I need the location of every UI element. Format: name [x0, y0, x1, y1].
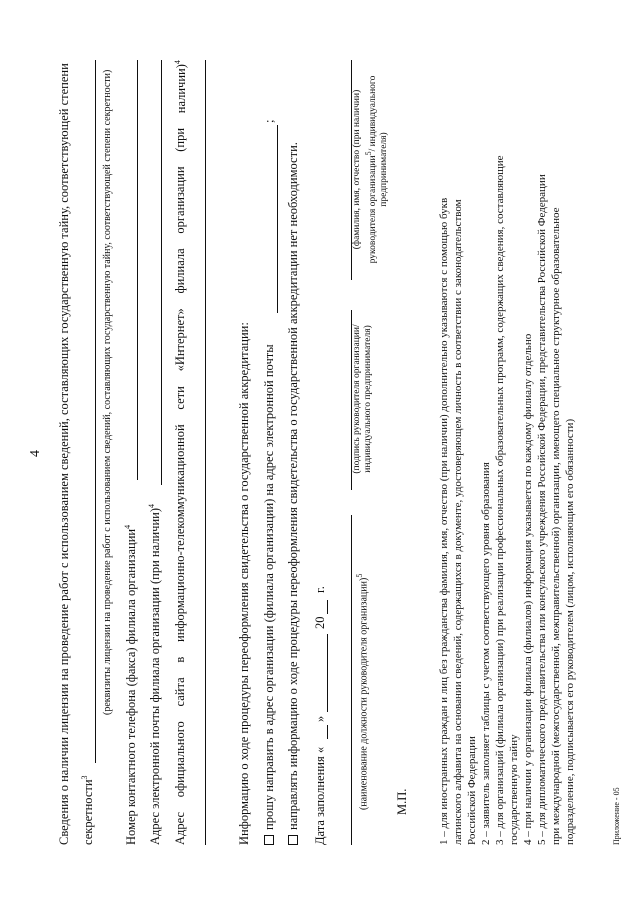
site-word-last [173, 60, 189, 113]
phone-footnote-ref: 4 [123, 524, 132, 529]
date-year-line[interactable] [327, 600, 328, 614]
footnote-5 [535, 155, 577, 845]
site-footnote-ref: 4 [173, 60, 182, 65]
license-line-2 [80, 775, 96, 845]
footnote-line: 4 – при наличии у организации филиала (филиалов) информация указывается по каждому филиалу отдельно [522, 333, 534, 845]
footnote-3 [493, 155, 521, 845]
reissue-option-end: ; [262, 119, 276, 123]
date-year-prefix: 20 [313, 616, 327, 629]
footer-appendix: Приложение - 05 [612, 787, 621, 845]
footnote-line: 2 – заявитель заполняет таблицы с учетом соответствующего уровня образования [480, 462, 492, 845]
site-word: информационно-телекоммуникационной [173, 424, 187, 642]
position-signature-line[interactable] [351, 515, 352, 845]
reissue-email-fill-line[interactable] [277, 125, 278, 313]
website-label [173, 60, 189, 845]
date-year-suffix: г. [313, 586, 327, 593]
license-line-1: Сведения о наличии лицензии на проведение работ с использованием сведений, составляющих государственную тайну, соответствующей степени [57, 63, 71, 845]
site-word: сайта [173, 677, 187, 707]
phone-label-text: Номер контактного телефона (факса) филиала организации [124, 528, 139, 845]
no-info-option-checkbox[interactable] [288, 835, 298, 845]
site-word: в [173, 656, 187, 663]
site-word: филиала [173, 248, 187, 294]
license-footnote-ref: 3 [80, 775, 89, 780]
license-caption: (реквизиты лицензии на проведение работ с использованием сведений, составляющих государственную тайну, соответствующей степени секретности) [102, 69, 113, 715]
footnote-line: подразделение, подписывается его руководителем (лицом, исполняющим его обязанности) [564, 418, 576, 845]
name-footnote-ref: 5 [364, 151, 373, 156]
footnote-line: Российской Федерации [466, 736, 478, 845]
footnote-4 [521, 155, 535, 845]
site-word: Адрес [173, 811, 187, 845]
license-secrecy-word: секретности [81, 779, 96, 845]
phone-fill-line[interactable] [137, 60, 138, 480]
position-caption-text: (наименование должности руководителя организации) [358, 577, 370, 810]
reissue-heading: Информацию о ходе процедуры переоформления свидетельства о государственной аккредитации: [237, 322, 251, 845]
name-caption-end: / индивидуального предпринимателя) [368, 75, 390, 207]
email-option-label: прошу направить в адрес организации (филиала организации) на адрес электронной почты [262, 344, 276, 830]
website-fill-line[interactable] [205, 60, 206, 845]
date-day-line[interactable] [327, 725, 328, 739]
name-caption [352, 62, 390, 277]
footnote-line: 5 – для дипломатического представительства или консульского учреждения Российской Федерации, представительства Российской Федерации [536, 174, 548, 845]
license-fill-line[interactable] [95, 60, 96, 763]
footnote-line: 1 – для иностранных граждан и лиц без гражданства фамилия, имя, отчество (при наличии) дополнительно указываются с помощью букв [438, 197, 450, 845]
stamp-placeholder: М.П. [395, 788, 409, 815]
name-caption-text: (фамилия, имя, отчество (при наличии) руководителя организации [352, 89, 379, 264]
no-info-option-label: направлять информацию о ходе процедуры переоформления свидетельства о государственной аккредитации нет необходимости. [286, 142, 300, 830]
email-label [147, 504, 163, 845]
footnote-1 [437, 155, 479, 845]
date-mid: » [313, 715, 327, 722]
footnotes [437, 155, 577, 845]
footnote-2 [479, 155, 493, 845]
site-word: «Интернет» [173, 308, 187, 372]
site-word: (при [173, 127, 187, 152]
site-word: наличии) [174, 64, 189, 114]
email-label-text: Адрес электронной почты филиала организации (при наличии) [148, 508, 163, 845]
position-caption [355, 574, 369, 810]
phone-label [123, 525, 139, 845]
reissue-option-email [262, 344, 277, 845]
site-word: организации [173, 166, 187, 234]
date-month-line[interactable] [327, 634, 328, 712]
email-fill-line[interactable] [161, 60, 162, 485]
page-number: 4 [28, 450, 43, 457]
position-footnote-ref: 5 [355, 573, 364, 578]
reissue-option-none [286, 142, 301, 845]
footnote-line: 3 – для организаций (филиала организации) при реализации профессиональных образовательных программ, содержащих сведения, составляющие [494, 155, 506, 845]
site-word: официального [173, 721, 187, 798]
date-label: Дата заполнения « [313, 746, 327, 845]
footnote-line: при международной (межгосударственной, межправительственной) организации, имеющего специальное структурное образовательное [550, 207, 562, 845]
email-option-checkbox[interactable] [264, 835, 274, 845]
site-word: сети [173, 386, 187, 410]
email-footnote-ref: 4 [147, 504, 156, 508]
signature-caption: (подпись руководителя организации/ индивидуального предпринимателя) [352, 324, 373, 474]
footnote-line: государственную тайну [508, 734, 520, 845]
footnote-line: латинского алфавита на основании сведений, содержащихся в документе, удостоверяющем личность в соответствии с законодательством [452, 199, 464, 845]
